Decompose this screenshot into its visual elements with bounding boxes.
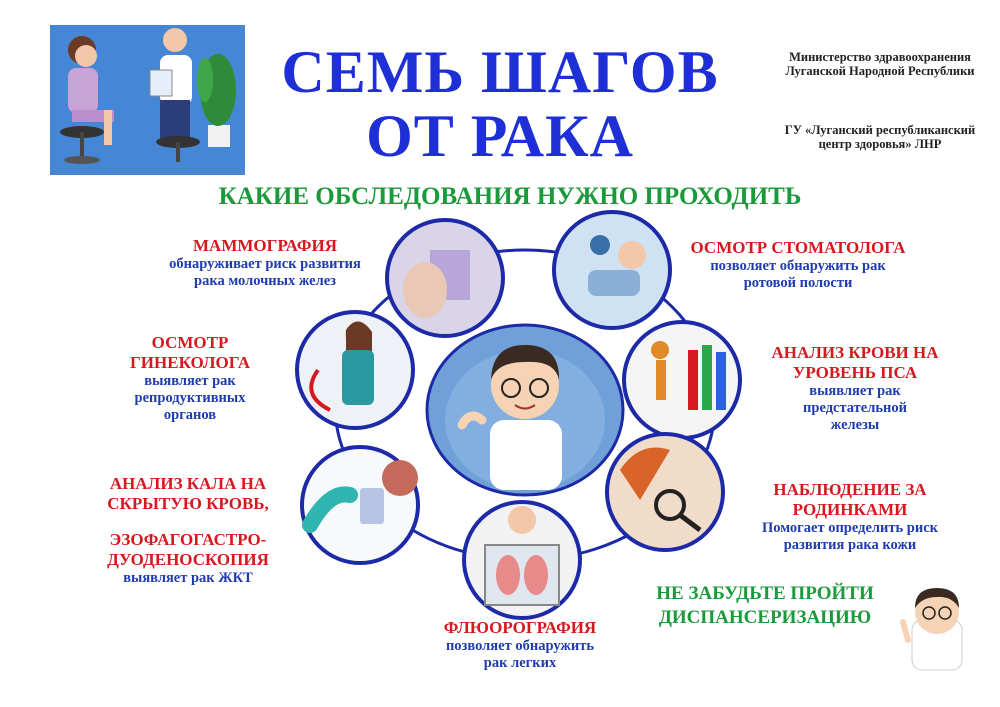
- mammography-image: [387, 220, 503, 336]
- step-gynecologist: [110, 333, 270, 424]
- step-title: АНАЛИЗ КРОВИ НА УРОВЕНЬ ПСА: [771, 343, 939, 382]
- lab-tubes-image: [624, 322, 740, 438]
- step-fluorography: [410, 618, 630, 672]
- ministry-name: Министерство здравоохранения Луганской Народной Республики: [785, 50, 975, 78]
- title-line-1: СЕМЬ ШАГОВ: [281, 39, 719, 105]
- subtitle: КАКИЕ ОБСЛЕДОВАНИЯ НУЖНО ПРОХОДИТЬ: [218, 183, 802, 210]
- step-description: позволяет обнаружить рак ротовой полости: [710, 258, 886, 291]
- step-title: ОСМОТР ГИНЕКОЛОГА: [129, 333, 250, 372]
- page-title: [270, 40, 730, 168]
- fluorography-image: [464, 502, 580, 618]
- step-moles: [730, 480, 970, 554]
- doctor-consultation-image: [50, 25, 245, 175]
- stool-test-image: [302, 447, 418, 563]
- reminder-text: НЕ ЗАБУДЬТЕ ПРОЙТИ ДИСПАНСЕРИЗАЦИЮ: [656, 583, 874, 628]
- step-mammography: [160, 236, 370, 290]
- step-description: Помогает определить риск развития рака кожи: [761, 520, 938, 553]
- step-title: ЭЗОФАГОГАСТРО-ДУОДЕНОСКОПИЯ: [107, 530, 269, 569]
- step-description: позволяет обнаружить рак легких: [445, 638, 595, 671]
- center-doctor-image: [427, 325, 623, 495]
- step-title: МАММОГРАФИЯ: [193, 236, 337, 255]
- step-title: НАБЛЮДЕНИЕ ЗА РОДИНКАМИ: [773, 480, 927, 519]
- step-psa-test: [755, 343, 955, 434]
- step-title: ФЛЮОРОГРАФИЯ: [443, 618, 597, 637]
- gynecologist-image: [297, 312, 413, 428]
- health-center-name: ГУ «Луганский республиканский центр здоровья» ЛНР: [784, 123, 976, 151]
- skin-mole-image: [607, 434, 723, 550]
- step-title: ОСМОТР СТОМАТОЛОГА: [690, 238, 906, 257]
- step-title: АНАЛИЗ КАЛА НА СКРЫТУЮ КРОВЬ,: [107, 474, 269, 513]
- step-description: выявляет рак ЖКТ: [123, 570, 253, 586]
- step-stool-test: [88, 474, 288, 514]
- title-line-2: ОТ РАКА: [366, 103, 634, 169]
- pointing-doctor-image: [903, 588, 962, 670]
- step-description: обнаруживает риск развития рака молочных желез: [169, 256, 361, 289]
- step-description: выявляет рак репродуктивных органов: [134, 373, 246, 423]
- step-description: выявляет рак предстательной железы: [803, 383, 907, 433]
- step-egds: [88, 530, 288, 587]
- dentist-image: [554, 212, 670, 328]
- step-dentist: [683, 238, 913, 292]
